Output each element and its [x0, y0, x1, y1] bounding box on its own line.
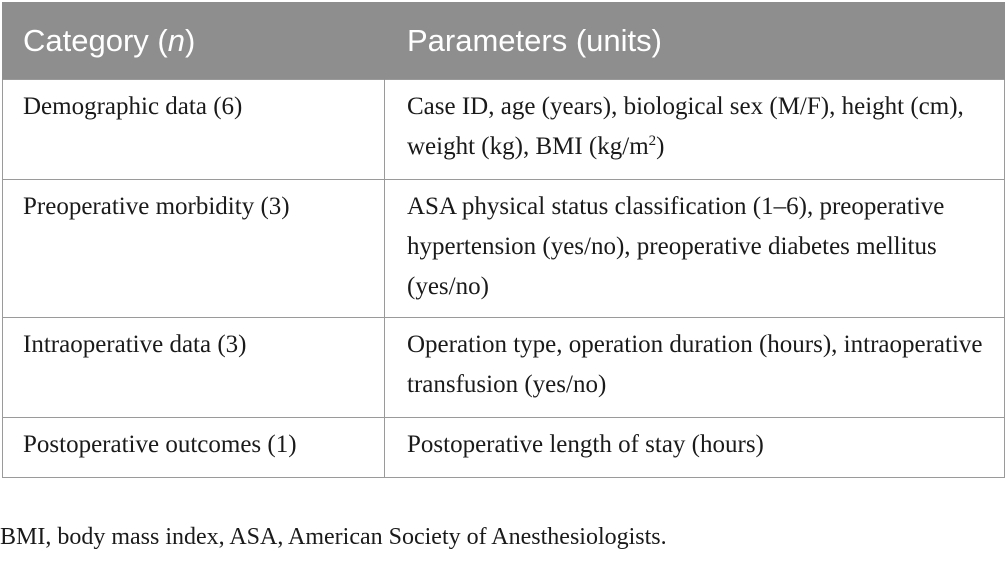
table-row [3, 318, 1005, 418]
header-category-label: Category ( [23, 22, 168, 58]
header-category-close: ) [184, 22, 196, 58]
table-row [3, 418, 1005, 478]
parameters-cell: ASA physical status classification (1–6), preoperative hypertension (yes/no), preoperative diabetes mellitus (yes/no) [385, 180, 1005, 318]
parameters-cell: Operation type, operation duration (hours), intraoperative transfusion (yes/no) [385, 318, 1005, 418]
header-parameters: Parameters (units) [385, 2, 1005, 80]
table-row [3, 180, 1005, 318]
header-category [3, 2, 385, 80]
parameters-cell [385, 80, 1005, 180]
superscript-2: 2 [648, 133, 657, 149]
category-cell: Postoperative outcomes (1) [3, 418, 385, 478]
parameters-cell: Postoperative length of stay (hours) [385, 418, 1005, 478]
category-cell: Intraoperative data (3) [3, 318, 385, 418]
parameters-text-end: ) [656, 133, 665, 160]
table-footnote: BMI, body mass index, ASA, American Society of Anesthesiologists. [0, 524, 667, 550]
header-category-n: n [167, 22, 185, 58]
header-row [3, 2, 1005, 80]
category-cell: Preoperative morbidity (3) [3, 180, 385, 318]
parameters-table [2, 2, 1005, 478]
table-row [3, 80, 1005, 180]
category-cell: Demographic data (6) [3, 80, 385, 180]
parameters-text: Case ID, age (years), biological sex (M/F), height (cm), weight (kg), BMI (kg/m [407, 93, 964, 160]
